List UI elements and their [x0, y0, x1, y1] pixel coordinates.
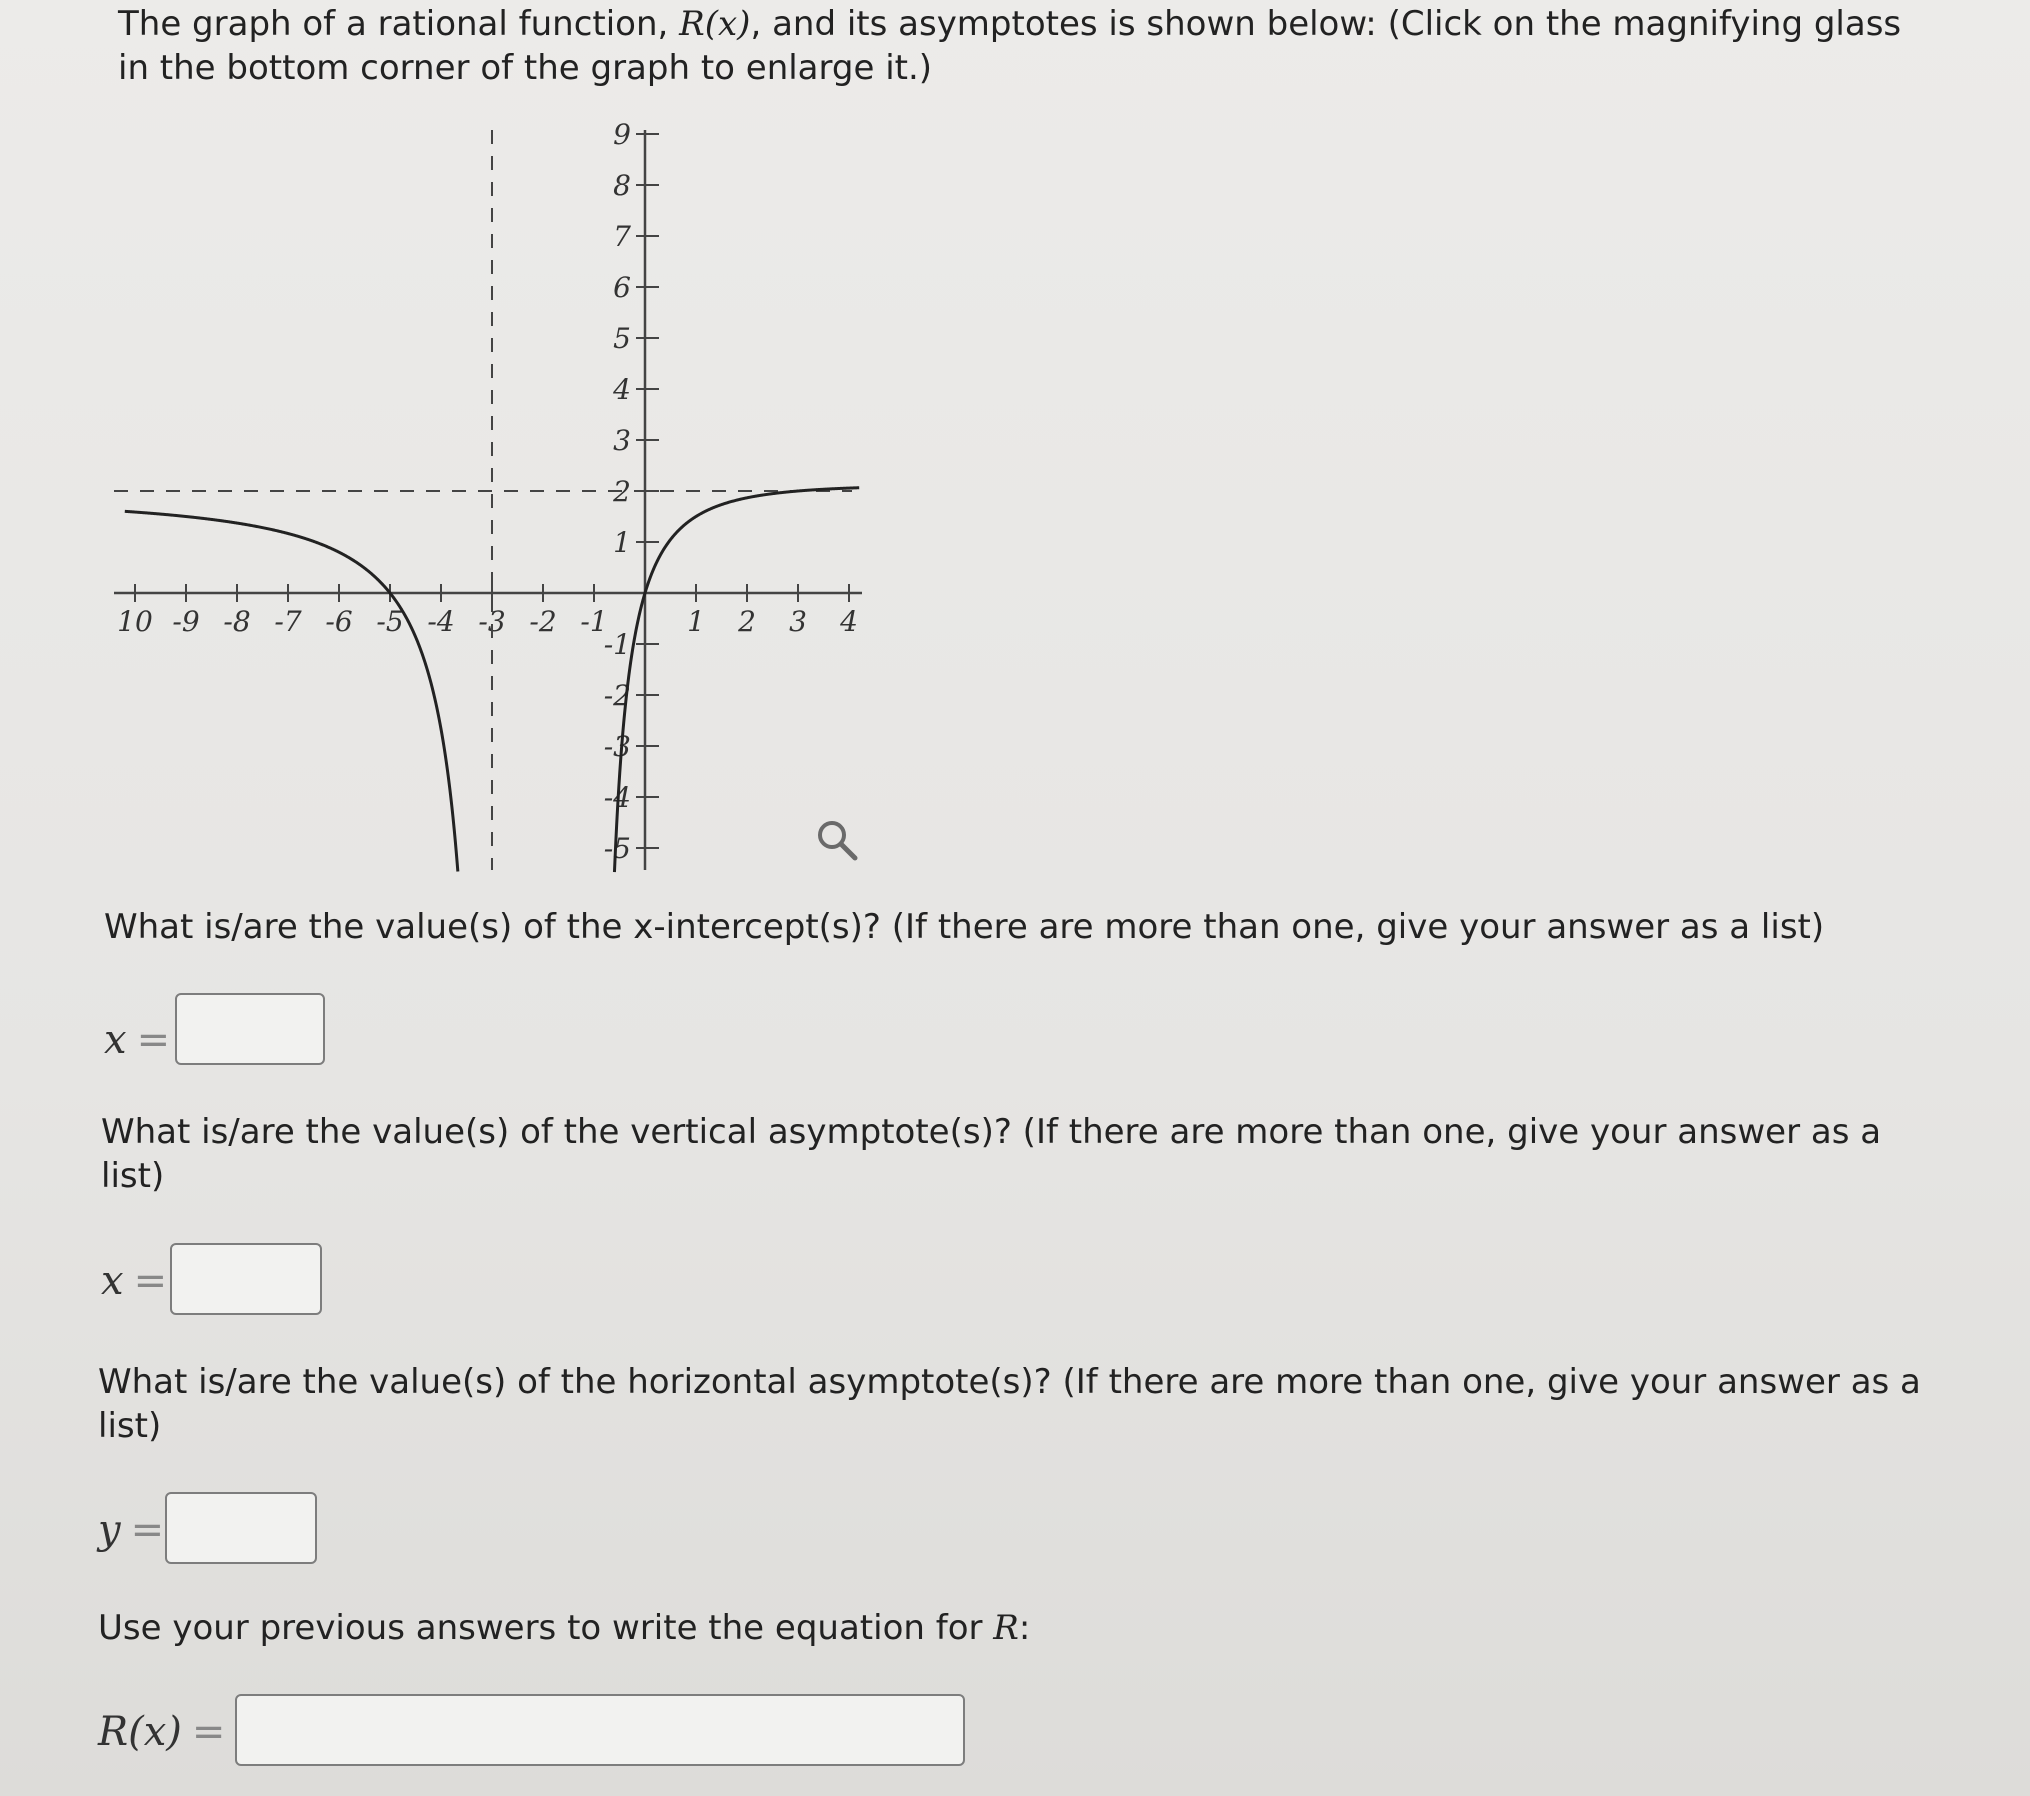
y-tick-label: -3 [603, 730, 631, 763]
x-tick-label: -8 [223, 605, 251, 638]
vertical-asymptote-input[interactable] [170, 1243, 322, 1315]
question-horizontal-asymptotes-line-1: What is/are the value(s) of the horizontal asymptote(s)? (If there are more than one, give your answer as a [98, 1362, 1921, 1402]
x-tick-label: 10 [117, 605, 153, 638]
x-tick-label: -3 [478, 605, 506, 638]
intro-function-name: R(x) [679, 4, 751, 44]
y-tick-label: 3 [613, 424, 631, 457]
x-tick-label: 2 [738, 605, 756, 638]
intro-line-1-end: , and its asymptotes is shown below: (Click on the magnifying glass [750, 4, 1902, 44]
curve-left-branch [125, 511, 458, 871]
x-tick-label: -4 [427, 605, 455, 638]
x-tick-label: -2 [529, 605, 557, 638]
x-tick-label: 1 [687, 605, 705, 638]
x-intercept-label [104, 1004, 170, 1076]
question-vertical-asymptotes-line-1: What is/are the value(s) of the vertical asymptote(s)? (If there are more than one, give your answer as a [101, 1112, 1882, 1152]
x-tick-label: 3 [789, 605, 807, 638]
curve-right-branch [614, 488, 859, 872]
horizontal-asymptote-label [98, 1494, 164, 1566]
question-equation-var: R [993, 1608, 1019, 1648]
question-x-intercepts: What is/are the value(s) of the x-intercept(s)? (If there are more than one, give your answer as a list) [104, 907, 1825, 947]
x-intercept-var: x [104, 1017, 127, 1063]
equation-label [98, 1696, 225, 1768]
y-tick-label: 1 [613, 526, 631, 559]
y-tick-label: 4 [613, 373, 631, 406]
intro-line-2: in the bottom corner of the graph to enlarge it.) [118, 48, 933, 88]
horizontal-asymptote-equals: = [130, 1507, 165, 1553]
y-tick-label: 7 [613, 220, 631, 253]
x-tick-label: -5 [376, 605, 404, 638]
vertical-asymptote-var: x [101, 1258, 124, 1304]
x-intercept-input[interactable] [175, 993, 325, 1065]
question-horizontal-asymptotes [98, 1360, 1998, 1448]
y-tick-label: 9 [613, 118, 631, 151]
equation-equals: = [191, 1709, 226, 1755]
y-tick-label: -4 [603, 781, 631, 814]
intro-text [118, 2, 1938, 90]
vertical-asymptote-equals: = [133, 1258, 168, 1304]
intro-line-1-start: The graph of a rational function, [118, 4, 680, 44]
graph-canvas [100, 110, 880, 880]
equation-function-label: R(x) [98, 1709, 182, 1755]
x-intercept-equals: = [136, 1017, 171, 1063]
equation-input[interactable] [235, 1694, 965, 1766]
y-tick-label: -5 [603, 832, 631, 865]
question-horizontal-asymptotes-line-2: list) [98, 1406, 162, 1446]
y-tick-label: -1 [603, 628, 631, 661]
question-equation-colon: : [1018, 1608, 1031, 1648]
horizontal-asymptote-var: y [98, 1507, 121, 1553]
y-tick-label: 2 [613, 475, 631, 508]
vertical-asymptote-label [101, 1245, 167, 1317]
magnifying-glass-icon[interactable] [815, 818, 859, 862]
x-tick-label: -7 [274, 605, 302, 638]
x-tick-label: -9 [172, 605, 200, 638]
horizontal-asymptote-input[interactable] [165, 1492, 317, 1564]
question-equation [98, 1606, 1698, 1650]
y-tick-label: 5 [613, 322, 631, 355]
rational-function-graph[interactable] [100, 110, 880, 880]
question-equation-text: Use your previous answers to write the equation for [98, 1608, 994, 1648]
question-vertical-asymptotes-line-2: list) [101, 1156, 165, 1196]
x-tick-label: 4 [840, 605, 858, 638]
y-tick-label: 6 [613, 271, 631, 304]
question-vertical-asymptotes [101, 1110, 1981, 1198]
intro-line-1 [118, 2, 1938, 46]
y-tick-label: -2 [603, 679, 631, 712]
x-tick-label: -6 [325, 605, 353, 638]
y-tick-label: 8 [613, 169, 631, 202]
x-tick-label: -1 [580, 605, 608, 638]
